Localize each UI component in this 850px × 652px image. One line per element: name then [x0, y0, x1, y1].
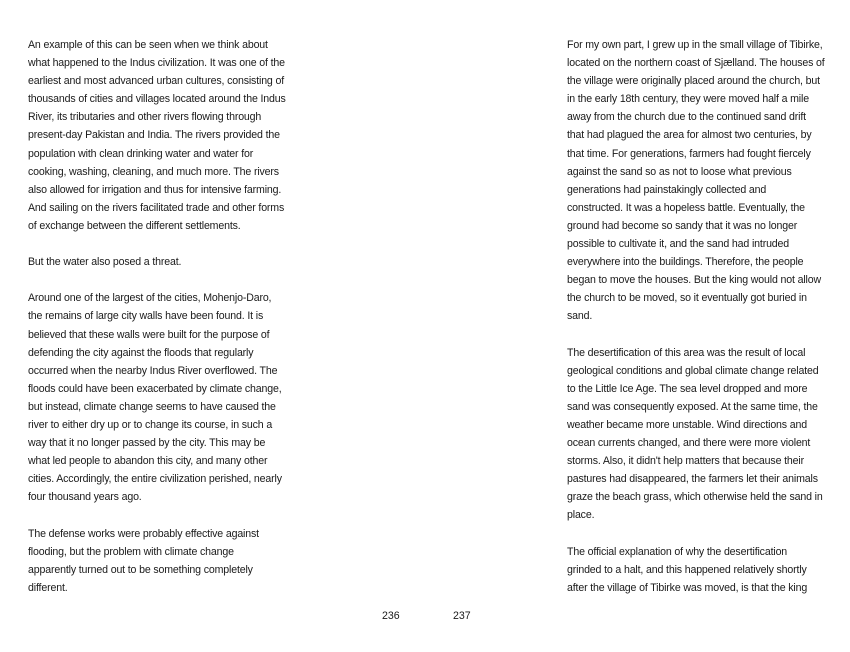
paragraph: The official explanation of why the desertification grinded to a halt, and this happened relatively shortly after the village of Tibirke was moved, is that the king	[567, 545, 808, 594]
paragraph: But the water also posed a threat.	[28, 256, 182, 269]
right-page	[425, 0, 850, 652]
left-page-number: 236	[382, 610, 400, 622]
left-page-text-column	[28, 36, 290, 615]
right-page-text-column	[567, 36, 829, 615]
paragraph: The defense works were probably effective against flooding, but the problem with climate change apparently turned out to be something completely different.	[28, 527, 259, 594]
paragraph: An example of this can be seen when we think about what happened to the Indus civilization. It was one of the earliest and most advanced urban cultures, consisting of thousands of cities and villages located around the Indus River, its tributaries and other rivers flowing through present-day Pakistan and India. The rivers provided the population with clean drinking water and water for cooking, washing, cleaning, and much more. The rivers also allowed for irrigation and thus for intensive farming. And sailing on the rivers facilitated trade and other forms of exchange between the different settlements.	[28, 39, 286, 232]
paragraph: Around one of the largest of the cities, Mohenjo-Daro, the remains of large city walls have been found. It is believed that these walls were built for the purpose of defending the city against the floods that regularly occurred when the nearby Indus River overflowed. The floods could have been exacerbated by climate change, but instead, climate change seems to have caused the river to either dry up or to change its course, in such a way that it no longer passed by the city. This may be what led people to abandon this city, and many other cities. Accordingly, the entire civilization perished, nearly four thousand years ago.	[28, 292, 282, 504]
paragraph: For my own part, I grew up in the small village of Tibirke, located on the northern coast of Sjælland. The houses of the village were originally placed around the church, but in the early 18th century, they were moved half a mile away from the church due to the continued sand drift that had plagued the area for almost two centuries, by that time. For generations, farmers had fought fiercely against the sand so as not to loose what previous generations had painstakingly collected and constructed. It was a hopeless battle. Eventually, the ground had become so sandy that it was no longer possible to cultivate it, and the sand had intruded everywhere into the buildings. Therefore, the people began to move the houses. But the king would not allow the church to be moved, so it eventually got buried in sand.	[567, 39, 825, 323]
right-page-number: 237	[453, 610, 471, 622]
paragraph: The desertification of this area was the result of local geological conditions and global climate change related to the Little Ice Age. The sea level dropped and more sand was consequently exposed. At the same time, the weather became more unstable. Wind directions and ocean currents changed, and there were more violent storms. Also, it didn't help matters that because their pastures had disappeared, the farmers let their animals graze the beach grass, which otherwise held the sand in place.	[567, 346, 823, 522]
